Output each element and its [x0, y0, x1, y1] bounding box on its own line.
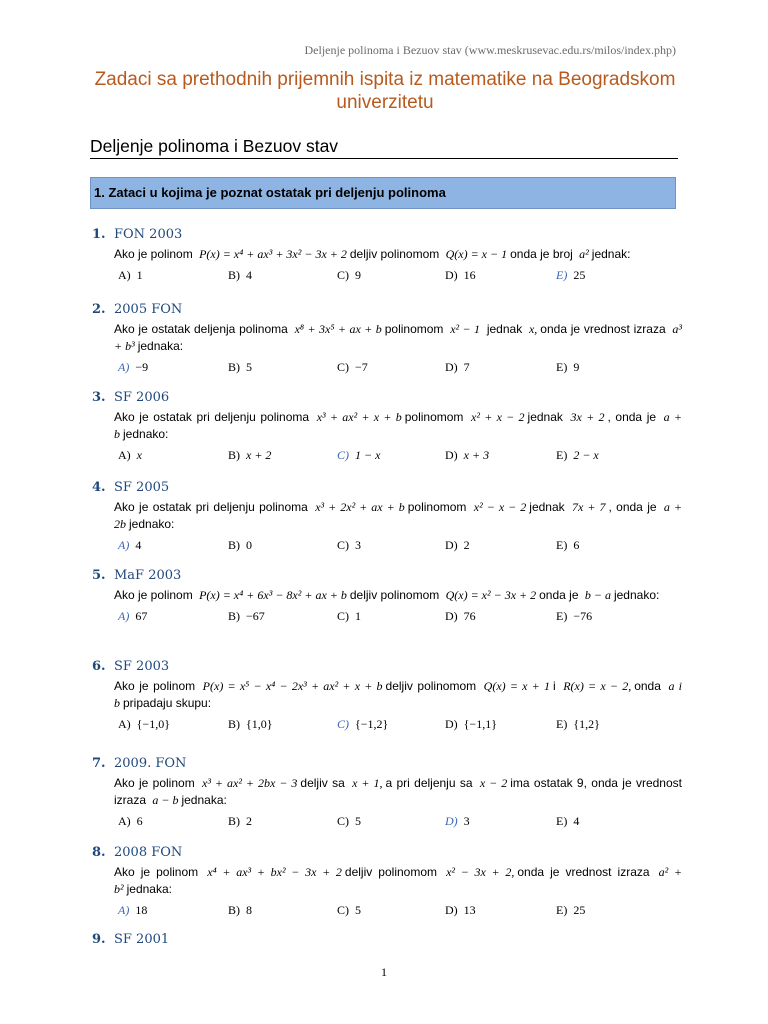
correct-answer-option: A) 18	[118, 903, 148, 917]
problem-number: 4.	[92, 480, 106, 495]
problem-number: 6.	[92, 659, 106, 674]
problem-source: MaF 2003	[114, 568, 182, 583]
problem-1	[92, 225, 682, 286]
answer-option: C) 1	[337, 609, 361, 623]
problem-number: 1.	[92, 227, 106, 242]
answer-option: D) 16	[445, 268, 476, 282]
answer-choices	[118, 607, 682, 627]
problem-text: Ako je polinom P(x) = x⁴ + 6x³ − 8x² + ax + b deljiv polinomom Q(x) = x² − 3x + 2 onda je b − a jednako:	[114, 588, 660, 602]
answer-option: E) 2 − x	[556, 448, 599, 462]
answer-option: B) x + 2	[228, 448, 272, 462]
problem-9	[92, 930, 682, 951]
problem-6	[92, 657, 682, 735]
answer-option: D) 76	[445, 609, 476, 623]
problem-source: 2005 FON	[114, 302, 183, 317]
problem-text: Ako je polinom x⁴ + ax³ + bx² − 3x + 2 deljiv polinomom x² − 3x + 2, onda je vrednost izraza a² + b² jednaka:	[114, 865, 682, 896]
answer-option: C) 5	[337, 903, 361, 917]
answer-choices	[118, 901, 682, 921]
answer-option: D) x + 3	[445, 448, 490, 462]
answer-option: B) 4	[228, 268, 252, 282]
answer-option: D) {−1,1}	[445, 717, 497, 731]
problem-text: Ako je ostatak deljenja polinoma x⁸ + 3x⁵ + ax + b polinomom x² − 1 jednak x, onda je vrednost izraza a³ + b³ jednaka:	[114, 322, 683, 353]
problem-text: Ako je polinom P(x) = x⁴ + ax³ + 3x² − 3x + 2 deljiv polinomom Q(x) = x − 1 onda je broj a² jednak:	[114, 247, 631, 261]
problem-text: Ako je polinom x³ + ax² + 2bx − 3 deljiv sa x + 1, a pri deljenju sa x − 2 ima ostatak 9, onda je vrednost izraza a − b jednaka:	[114, 776, 682, 807]
problem-5	[92, 566, 682, 627]
page-header: Deljenje polinoma i Bezuov stav (www.meskrusevac.edu.rs/milos/index.php)	[304, 43, 676, 57]
correct-answer-option: D) 3	[445, 814, 470, 828]
problem-number: 9.	[92, 932, 106, 947]
page-number: 1	[381, 965, 387, 979]
answer-option: A) x	[118, 448, 142, 462]
subsection-box: 1. Zataci u kojima je poznat ostatak pri deljenju polinoma	[90, 177, 676, 209]
problem-number: 2.	[92, 302, 106, 317]
answer-option: C) 3	[337, 538, 361, 552]
answer-option: B) {1,0}	[228, 717, 273, 731]
answer-option: B) 8	[228, 903, 252, 917]
section-title: Deljenje polinoma i Bezuov stav	[90, 136, 678, 159]
problem-text: Ako je ostatak pri deljenju polinoma x³ + 2x² + ax + b polinomom x² − x − 2 jednak 7x + 7 , onda je a + 2b jednako:	[114, 500, 683, 531]
problem-8	[92, 843, 682, 921]
answer-option: E) −76	[556, 609, 593, 623]
answer-option: B) 2	[228, 814, 252, 828]
answer-option: D) 7	[445, 360, 470, 374]
problem-text: Ako je polinom P(x) = x⁵ − x⁴ − 2x³ + ax² + x + b deljiv polinomom Q(x) = x + 1 i R(x) = x − 2, onda a i b pripadaju skupu:	[114, 679, 682, 710]
problem-source: SF 2003	[114, 659, 170, 674]
answer-choices	[118, 446, 682, 466]
correct-answer-option: A) 67	[118, 609, 148, 623]
answer-option: A) {−1,0}	[118, 717, 170, 731]
answer-option: D) 2	[445, 538, 470, 552]
correct-answer-option: E) 25	[556, 268, 586, 282]
answer-option: D) 13	[445, 903, 476, 917]
problem-text: Ako je ostatak pri deljenju polinoma x³ + ax² + x + b polinomom x² + x − 2 jednak 3x + 2 , onda je a + b jednako:	[114, 410, 683, 441]
problem-3	[92, 388, 682, 466]
answer-option: E) {1,2}	[556, 717, 600, 731]
answer-option: C) 5	[337, 814, 361, 828]
answer-choices	[118, 536, 682, 556]
answer-option: B) 0	[228, 538, 252, 552]
problem-2	[92, 300, 682, 378]
document-title: Zadaci sa prethodnih prijemnih ispita iz matematike na Beogradskom univerzitetu	[94, 69, 676, 113]
problem-number: 5.	[92, 568, 106, 583]
answer-choices	[118, 715, 682, 735]
answer-option: E) 6	[556, 538, 580, 552]
answer-option: E) 25	[556, 903, 586, 917]
problem-7	[92, 754, 682, 832]
correct-answer-option: A) −9	[118, 360, 149, 374]
problem-source: 2009. FON	[114, 756, 187, 771]
answer-choices	[118, 358, 682, 378]
correct-answer-option: A) 4	[118, 538, 142, 552]
answer-option: E) 4	[556, 814, 580, 828]
correct-answer-option: C) {−1,2}	[337, 717, 389, 731]
problem-number: 7.	[92, 756, 106, 771]
answer-option: C) 9	[337, 268, 361, 282]
problem-number: 3.	[92, 390, 106, 405]
answer-option: C) −7	[337, 360, 368, 374]
problem-source: 2008 FON	[114, 845, 183, 860]
answer-option: B) 5	[228, 360, 252, 374]
problem-number: 8.	[92, 845, 106, 860]
problem-source: SF 2001	[114, 932, 170, 947]
problem-source: SF 2005	[114, 480, 170, 495]
correct-answer-option: C) 1 − x	[337, 448, 381, 462]
answer-option: A) 1	[118, 268, 143, 282]
problem-4	[92, 478, 682, 556]
problem-source: FON 2003	[114, 227, 183, 242]
answer-option: E) 9	[556, 360, 580, 374]
answer-option: A) 6	[118, 814, 143, 828]
answer-option: B) −67	[228, 609, 265, 623]
answer-choices	[118, 266, 682, 286]
answer-choices	[118, 812, 682, 832]
problem-source: SF 2006	[114, 390, 170, 405]
